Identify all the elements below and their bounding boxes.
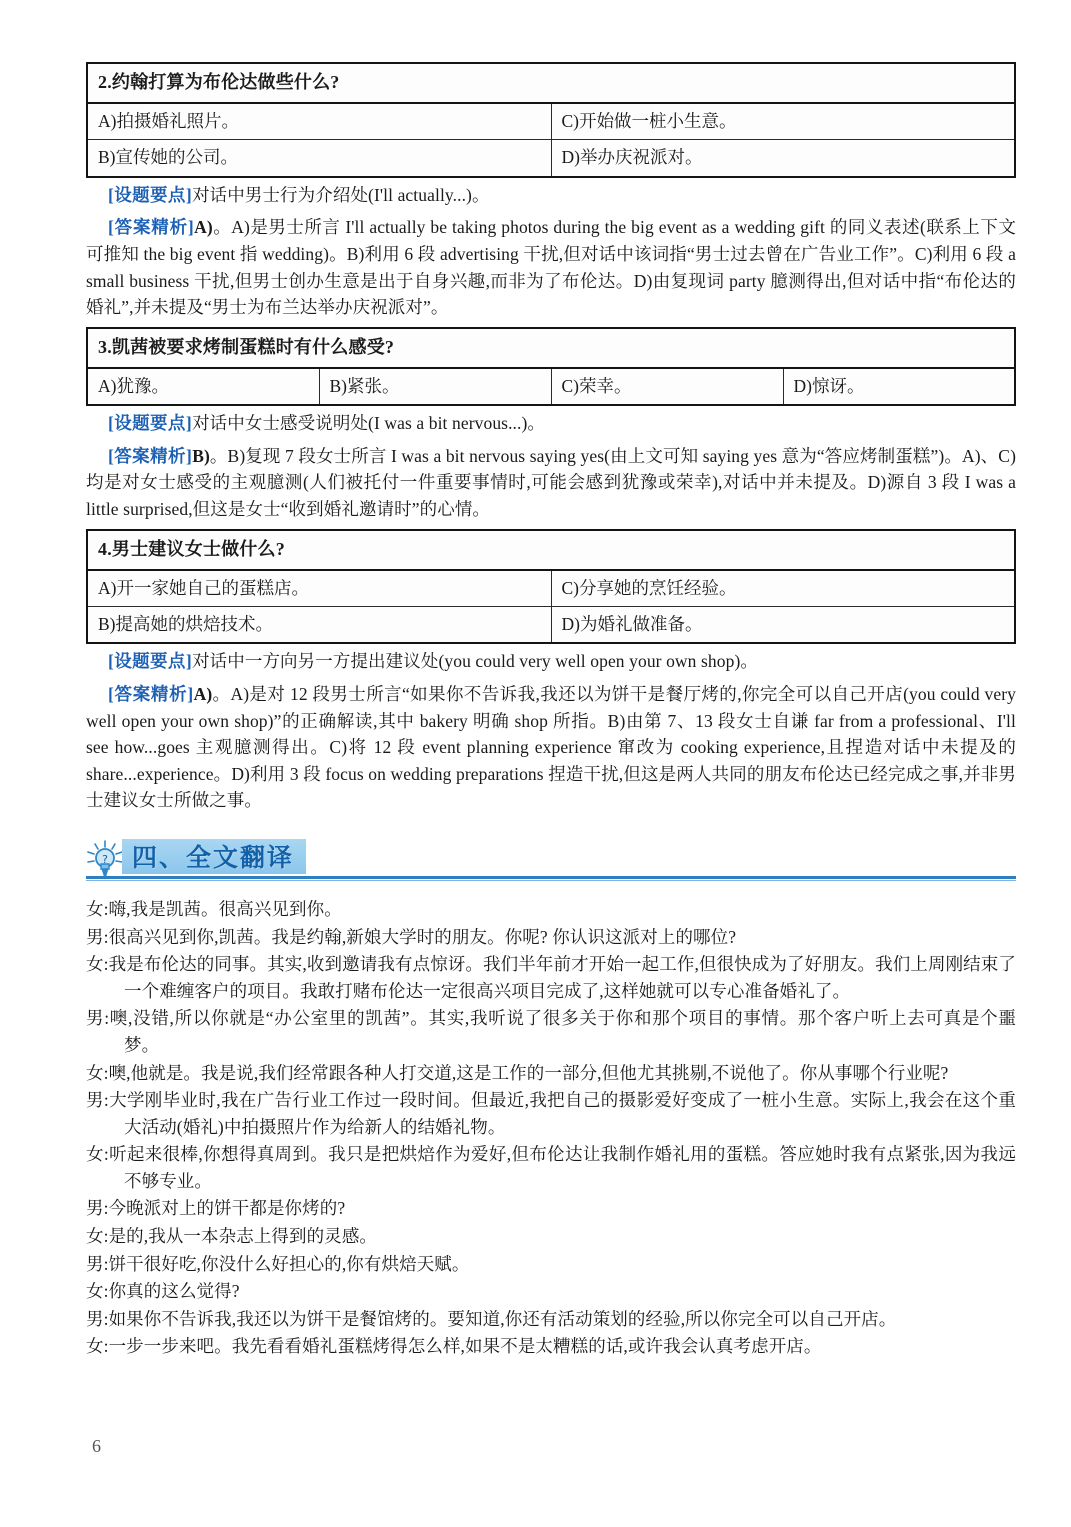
dialogue-text: 是的,我从一本杂志上得到的灵感。 xyxy=(108,1226,378,1247)
option-d[interactable]: D)惊讶。 xyxy=(783,368,1015,405)
dialogue-text: 听起来很棒,你想得真周到。我只是把烘焙作为爱好,但布伦达让我制作婚礼用的蛋糕。答应她时我有点紧张,因为我远不够专业。 xyxy=(108,1144,1017,1191)
point-label: [设题要点] xyxy=(108,413,193,434)
speaker-label: 男: xyxy=(86,1008,110,1029)
point-label: [设题要点] xyxy=(108,651,193,672)
dialogue-text: 很高兴见到你,凯茜。我是约翰,新娘大学时的朋友。你呢? 你认识这派对上的哪位? xyxy=(108,926,737,947)
question-stem: 4.男士建议女士做什么? xyxy=(87,530,1015,570)
question-stem: 2.约翰打算为布伦达做些什么? xyxy=(87,63,1015,103)
dialogue-line xyxy=(86,1278,1016,1305)
option-d[interactable]: D)为婚礼做准备。 xyxy=(551,607,1015,644)
answer-label: [答案精析] xyxy=(108,445,193,466)
table-row xyxy=(87,607,1015,644)
point-text: 对话中一方向另一方提出建议处(you could very well open your own shop)。 xyxy=(192,651,758,672)
dialogue-text: 饼干很好吃,你没什么好担心的,你有烘焙天赋。 xyxy=(108,1253,470,1274)
question-table-3 xyxy=(86,327,1016,406)
table-row xyxy=(87,103,1015,140)
option-c[interactable]: C)开始做一桩小生意。 xyxy=(551,103,1015,140)
dialogue-text: 噢,他就是。我是说,我们经常跟各种人打交道,这是工作的一部分,但他尤其挑剔,不说他了。你从事哪个行业呢? xyxy=(108,1062,949,1083)
option-a[interactable]: A)犹豫。 xyxy=(87,368,319,405)
speaker-label: 女: xyxy=(86,1281,109,1302)
answer-label: [答案精析] xyxy=(108,217,195,238)
speaker-label: 女: xyxy=(86,1062,109,1083)
option-d[interactable]: D)举办庆祝派对。 xyxy=(551,140,1015,177)
dialogue-translation xyxy=(86,896,1016,1360)
table-row xyxy=(87,570,1015,607)
question-table-4 xyxy=(86,529,1016,645)
question-point-4 xyxy=(86,648,1016,675)
dialogue-text: 今晚派对上的饼干都是你烤的? xyxy=(108,1198,346,1219)
dialogue-text: 你真的这么觉得? xyxy=(108,1281,240,1302)
answer-text: 。A)是男士所言 I'll actually be taking photos during the big event as a wedding gift 的同义表述(联系上下文可推知 the big event 指 wedding)。B)利用 6 段 advertising 干扰,但对话中该词指“男士过去曾在广告业工作”。C)利用 6 段 a small business 干扰,但男士创办生意是出于自身兴趣,而非为了布伦达。D)由复现词 party 臆测得出,但对话中指“布伦达的婚礼”,并未提及“男士为布兰达举办庆祝派对”。 xyxy=(86,217,1017,318)
section-title-band xyxy=(122,839,306,874)
dialogue-line xyxy=(86,1005,1016,1058)
question-point-2 xyxy=(86,182,1016,209)
section-title: 四、全文翻译 xyxy=(132,843,295,873)
dialogue-text: 噢,没错,所以你就是“办公室里的凯茜”。其实,我听说了很多关于你和那个项目的事情。那个客户听上去可真是个噩梦。 xyxy=(109,1008,1016,1055)
option-c[interactable]: C)分享她的烹饪经验。 xyxy=(551,570,1015,607)
dialogue-text: 一步一步来吧。我先看看婚礼蛋糕烤得怎么样,如果不是太糟糕的话,或许我会认真考虑开店。 xyxy=(108,1336,822,1357)
dialogue-line xyxy=(86,924,1016,951)
question-answer-4 xyxy=(86,681,1016,814)
dialogue-line xyxy=(86,1060,1016,1087)
option-a[interactable]: A)拍摄婚礼照片。 xyxy=(87,103,551,140)
answer-label: [答案精析] xyxy=(108,683,194,704)
dialogue-line xyxy=(86,1306,1016,1333)
dialogue-line xyxy=(86,1195,1016,1222)
section-rule-thin xyxy=(86,880,1016,881)
option-b[interactable]: B)提高她的烘焙技术。 xyxy=(87,607,551,644)
dialogue-line xyxy=(86,1333,1016,1360)
speaker-label: 男: xyxy=(86,1090,109,1111)
dialogue-line xyxy=(86,1251,1016,1278)
dialogue-line xyxy=(86,1141,1016,1194)
option-b[interactable]: B)宣传她的公司。 xyxy=(87,140,551,177)
table-row xyxy=(87,140,1015,177)
question-stem-row xyxy=(87,530,1015,570)
option-a[interactable]: A)开一家她自己的蛋糕店。 xyxy=(87,570,551,607)
section-rule xyxy=(86,876,1016,879)
question-point-3 xyxy=(86,410,1016,437)
speaker-label: 男: xyxy=(86,1253,109,1274)
page-number: 6 xyxy=(92,1436,101,1456)
answer-key: A) xyxy=(193,683,213,704)
dialogue-line xyxy=(86,1087,1016,1140)
speaker-label: 男: xyxy=(86,1308,109,1329)
question-stem: 3.凯茜被要求烤制蛋糕时有什么感受? xyxy=(87,328,1015,368)
section-header-translation xyxy=(86,838,1016,886)
dialogue-text: 如果你不告诉我,我还以为饼干是餐馆烤的。要知道,你还有活动策划的经验,所以你完全可以自己开店。 xyxy=(108,1308,897,1329)
speaker-label: 女: xyxy=(86,1226,109,1247)
option-b[interactable]: B)紧张。 xyxy=(319,368,551,405)
dialogue-line xyxy=(86,1223,1016,1250)
question-stem-row xyxy=(87,63,1015,103)
svg-text:?: ? xyxy=(102,852,108,866)
point-text: 对话中女士感受说明处(I was a bit nervous...)。 xyxy=(192,413,546,434)
speaker-label: 女: xyxy=(86,1336,109,1357)
dialogue-text: 嗨,我是凯茜。很高兴见到你。 xyxy=(108,898,342,919)
speaker-label: 女: xyxy=(86,898,109,919)
dialogue-line xyxy=(86,896,1016,923)
table-row xyxy=(87,368,1015,405)
dialogue-text: 我是布伦达的同事。其实,收到邀请我有点惊讶。我们半年前才开始一起工作,但很快成为了好朋友。我们上周刚结束了一个难缠客户的项目。我敢打赌布伦达一定很高兴项目完成了,这样她就可以专心准备婚礼了。 xyxy=(108,954,1017,1001)
speaker-label: 女: xyxy=(86,954,109,975)
answer-key: B) xyxy=(192,445,210,466)
question-answer-2 xyxy=(86,214,1016,320)
point-text: 对话中男士行为介绍处(I'll actually...)。 xyxy=(192,184,490,205)
question-stem-row xyxy=(87,328,1015,368)
dialogue-text: 大学刚毕业时,我在广告行业工作过一段时间。但最近,我把自己的摄影爱好变成了一桩小生意。实际上,我会在这个重大活动(婚礼)中拍摄照片作为给新人的结婚礼物。 xyxy=(108,1090,1017,1137)
dialogue-line xyxy=(86,951,1016,1004)
speaker-label: 女: xyxy=(86,1144,109,1165)
question-table-2 xyxy=(86,62,1016,178)
question-answer-3 xyxy=(86,443,1016,523)
answer-text: 。A)是对 12 段男士所言“如果你不告诉我,我还以为饼干是餐厅烤的,你完全可以自己开店(you could very well open your own shop)”的正确解读,其中 bakery 明确 shop 所指。B)由第 7、13 段女士自谦 far from a professional、I'll see how...goes 主观臆测得出。C)将 12 段 event planning experience 窜改为 cooking experience,且捏造对话中未提及的 share...experience。D)利用 3 段 focus on wedding preparations 捏造干扰,但这是两人共同的朋友布伦达已经完成之事,并非男士建议女士所做之事。 xyxy=(86,683,1016,811)
speaker-label: 男: xyxy=(86,1198,109,1219)
option-c[interactable]: C)荣幸。 xyxy=(551,368,783,405)
speaker-label: 男: xyxy=(86,926,109,947)
point-label: [设题要点] xyxy=(108,184,193,205)
answer-text: 。B)复现 7 段女士所言 I was a bit nervous saying yes(由上文可知 saying yes 意为“答应烤制蛋糕”)。A)、C)均是对女士感受的主观臆测(人们被托付一件重要事情时,可能会感到犹豫或荣幸),对话中并未提及。D)源自 3 段 I was a little surprised,但这是女士“收到婚礼邀请时”的心情。 xyxy=(86,445,1016,519)
answer-key: A) xyxy=(194,217,213,238)
